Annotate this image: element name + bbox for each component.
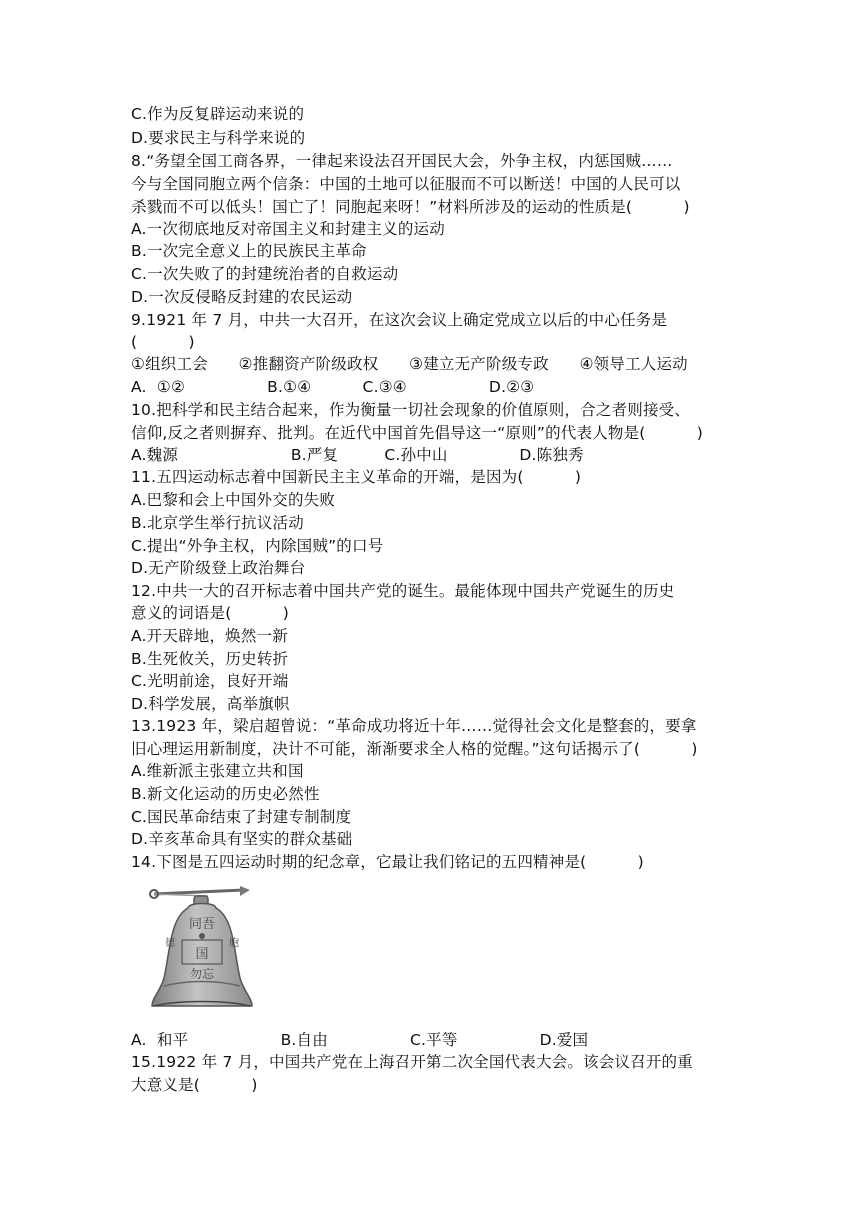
badge-text-left: 德 <box>165 938 175 949</box>
q14-options: A. 和平 B.自由 C.平等 D.爱国 <box>131 1031 589 1049</box>
badge-text-top: 同吾 <box>188 917 216 932</box>
q14-stem: 14.下图是五四运动时期的纪念章，它最让我们铭记的五四精神是( ) <box>131 853 644 871</box>
q13-option-a: A.维新派主张建立共和国 <box>131 762 304 780</box>
q9-options: A. ①② B.①④ C.③④ D.②③ <box>131 378 535 396</box>
q12-stem-line2: 意义的词语是( ) <box>131 604 289 622</box>
q13-option-d: D.辛亥革命具有坚实的群众基础 <box>131 830 353 848</box>
q7-option-c: C.作为反复辟运动来说的 <box>131 105 305 123</box>
q8-option-a: A.一次彻底地反对帝国主义和封建主义的运动 <box>131 220 445 238</box>
q13-stem-line2: 旧心理运用新制度，决计不可能，渐渐要求全人格的觉醒。”这句话揭示了( ) <box>131 740 698 758</box>
q15-stem-line2: 大意义是( ) <box>131 1076 258 1094</box>
q12-option-b: B.生死攸关，历史转折 <box>131 650 289 668</box>
q8-stem-line1: 8.“务望全国工商各界，一律起来设法召开国民大会，外争主权，内惩国贼…… <box>131 152 673 170</box>
q15-stem-line1: 15.1922 年 7 月，中国共产党在上海召开第二次全国代表大会。该会议召开的重 <box>131 1053 693 1071</box>
q12-option-a: A.开天辟地，焕然一新 <box>131 627 288 645</box>
badge-text-center: 国 <box>195 947 209 962</box>
q13-option-c: C.国民革命结束了封建专制制度 <box>131 808 352 826</box>
q8-stem-line2: 今与全国同胞立两个信条：中国的土地可以征服而不可以断送！中国的人民可以 <box>131 175 681 193</box>
q9-stem-line2: ( ) <box>131 333 195 351</box>
q10-stem-line1: 10.把科学和民主结合起来，作为衡量一切社会现象的价值原则，合之者则接受、 <box>131 401 691 419</box>
q11-option-d: D.无产阶级登上政治舞台 <box>131 559 306 577</box>
q8-option-b: B.一次完全意义上的民族民主革命 <box>131 242 367 260</box>
q8-stem-line3: 杀戮而不可以低头！国亡了！同胞起来呀！”材料所涉及的运动的性质是( ) <box>131 198 690 216</box>
badge-text-right: 胞 <box>229 938 239 949</box>
q8-option-d: D.一次反侵略反封建的农民运动 <box>131 288 353 306</box>
q11-stem: 11.五四运动标志着中国新民主主义革命的开端，是因为( ) <box>131 468 582 486</box>
q13-option-b: B.新文化运动的历史必然性 <box>131 785 320 803</box>
q12-option-c: C.光明前途，良好开端 <box>131 672 289 690</box>
q12-stem-line1: 12.中共一大的召开标志着中国共产党的诞生。最能体现中国共产党诞生的历史 <box>131 582 675 600</box>
q12-option-d: D.科学发展，高举旗帜 <box>131 695 290 713</box>
q11-option-b: B.北京学生举行抗议活动 <box>131 514 304 532</box>
q7-option-d: D.要求民主与科学来说的 <box>131 129 306 147</box>
q9-stem-line1: 9.1921 年 7 月，中共一大召开，在这次会议上确定党成立以后的中心任务是 <box>131 311 668 329</box>
q8-option-c: C.一次失败了的封建统治者的自救运动 <box>131 265 399 283</box>
q10-options: A.魏源 B.严复 C.孙中山 D.陈独秀 <box>131 446 584 464</box>
q11-option-c: C.提出“外争主权，内除国贼”的口号 <box>131 537 384 555</box>
commemorative-badge-image <box>148 882 256 1016</box>
q13-stem-line1: 13.1923 年，梁启超曾说：“革命成功将近十年……觉得社会文化是整套的，要拿 <box>131 717 697 735</box>
q11-option-a: A.巴黎和会上中国外交的失败 <box>131 491 336 509</box>
q10-stem-line2: 信仰,反之者则摒弃、批判。在近代中国首先倡导这一“原则”的代表人物是( ) <box>131 424 704 442</box>
q9-items: ①组织工会 ②推翻资产阶级政权 ③建立无产阶级专政 ④领导工人运动 <box>131 355 688 373</box>
badge-text-bottom: 勿忘 <box>189 967 215 981</box>
